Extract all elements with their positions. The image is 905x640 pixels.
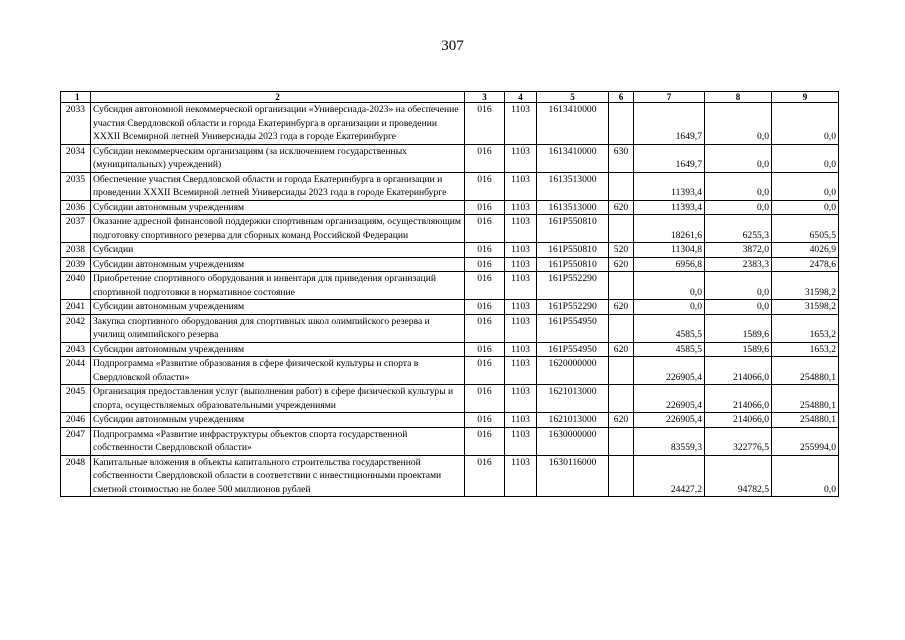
section-code: 1103 <box>505 427 537 455</box>
target-article-code: 1613513000 <box>537 200 609 215</box>
expense-type-code: 620 <box>609 300 634 315</box>
row-description: Обеспечение участия Свердловской области и города Екатеринбурга в организации и проведении XXXII Всемирной летней Универсиады 2023 года в городе Екатеринбурге <box>91 172 465 200</box>
table-row <box>61 385 839 413</box>
amount-col7: 1649,7 <box>634 103 705 145</box>
amount-col9: 0,0 <box>772 144 839 172</box>
amount-col9: 31598,2 <box>772 300 839 315</box>
amount-col9: 31598,2 <box>772 272 839 300</box>
amount-col8: 0,0 <box>705 172 772 200</box>
row-number: 2042 <box>61 314 91 342</box>
admin-code: 016 <box>465 385 505 413</box>
row-description: Субсидии автономным учреждениям <box>91 413 465 428</box>
section-code: 1103 <box>505 413 537 428</box>
table-row <box>61 215 839 243</box>
target-article-code: 1613410000 <box>537 144 609 172</box>
amount-col9: 4026,9 <box>772 243 839 258</box>
expense-type-code: 620 <box>609 413 634 428</box>
column-header: 3 <box>465 92 505 103</box>
row-number: 2048 <box>61 455 91 497</box>
row-description: Субсидии автономным учреждениям <box>91 200 465 215</box>
admin-code: 016 <box>465 342 505 357</box>
table-row <box>61 342 839 357</box>
section-code: 1103 <box>505 300 537 315</box>
amount-col7: 0,0 <box>634 300 705 315</box>
table-row <box>61 314 839 342</box>
amount-col9: 254880,1 <box>772 385 839 413</box>
amount-col9: 255994,0 <box>772 427 839 455</box>
admin-code: 016 <box>465 215 505 243</box>
table-row <box>61 427 839 455</box>
row-number: 2045 <box>61 385 91 413</box>
column-header: 4 <box>505 92 537 103</box>
target-article-code: 161P554950 <box>537 342 609 357</box>
expense-type-code: 620 <box>609 342 634 357</box>
amount-col7: 6956,8 <box>634 257 705 272</box>
row-description: Оказание адресной финансовой поддержки спортивным организациям, осуществляющим подготовку спортивного резерва для сборных команд Российской Федерации <box>91 215 465 243</box>
target-article-code: 161P552290 <box>537 272 609 300</box>
expense-type-code <box>609 385 634 413</box>
amount-col8: 0,0 <box>705 300 772 315</box>
admin-code: 016 <box>465 357 505 385</box>
row-number: 2047 <box>61 427 91 455</box>
target-article-code: 1621013000 <box>537 385 609 413</box>
target-article-code: 161P550810 <box>537 215 609 243</box>
amount-col7: 11304,8 <box>634 243 705 258</box>
row-description: Субсидии автономным учреждениям <box>91 257 465 272</box>
column-header: 9 <box>772 92 839 103</box>
row-number: 2044 <box>61 357 91 385</box>
amount-col9: 1653,2 <box>772 314 839 342</box>
amount-col9: 2478,6 <box>772 257 839 272</box>
expense-type-code <box>609 215 634 243</box>
row-number: 2046 <box>61 413 91 428</box>
amount-col8: 322776,5 <box>705 427 772 455</box>
amount-col7: 18261,6 <box>634 215 705 243</box>
amount-col8: 1589,6 <box>705 342 772 357</box>
amount-col8: 0,0 <box>705 144 772 172</box>
row-description: Приобретение спортивного оборудования и инвентаря для приведения организаций спортивной подготовки в нормативное состояние <box>91 272 465 300</box>
section-code: 1103 <box>505 455 537 497</box>
table-row <box>61 144 839 172</box>
expense-type-code <box>609 172 634 200</box>
amount-col9: 6505,5 <box>772 215 839 243</box>
row-description: Субсидии некоммерческим организациям (за исключением государственных (муниципальных) учреждений) <box>91 144 465 172</box>
amount-col9: 0,0 <box>772 200 839 215</box>
amount-col7: 0,0 <box>634 272 705 300</box>
section-code: 1103 <box>505 385 537 413</box>
amount-col7: 1649,7 <box>634 144 705 172</box>
target-article-code: 161P552290 <box>537 300 609 315</box>
target-article-code: 1613513000 <box>537 172 609 200</box>
amount-col7: 226905,4 <box>634 413 705 428</box>
table-row <box>61 413 839 428</box>
row-description: Организация предоставления услуг (выполнения работ) в сфере физической культуры и спорта, осуществляемых образовательными учреждениями <box>91 385 465 413</box>
section-code: 1103 <box>505 243 537 258</box>
admin-code: 016 <box>465 103 505 145</box>
target-article-code: 161P550810 <box>537 257 609 272</box>
row-number: 2039 <box>61 257 91 272</box>
admin-code: 016 <box>465 300 505 315</box>
target-article-code: 161P554950 <box>537 314 609 342</box>
amount-col8: 0,0 <box>705 272 772 300</box>
row-number: 2034 <box>61 144 91 172</box>
expense-type-code: 620 <box>609 257 634 272</box>
column-header: 8 <box>705 92 772 103</box>
section-code: 1103 <box>505 257 537 272</box>
column-header: 1 <box>61 92 91 103</box>
amount-col7: 24427,2 <box>634 455 705 497</box>
row-description: Подпрограмма «Развитие образования в сфере физической культуры и спорта в Свердловской области» <box>91 357 465 385</box>
amount-col7: 226905,4 <box>634 357 705 385</box>
table-row <box>61 243 839 258</box>
row-number: 2035 <box>61 172 91 200</box>
target-article-code: 1630000000 <box>537 427 609 455</box>
column-header: 7 <box>634 92 705 103</box>
expense-type-code <box>609 314 634 342</box>
amount-col8: 0,0 <box>705 103 772 145</box>
amount-col7: 226905,4 <box>634 385 705 413</box>
row-number: 2043 <box>61 342 91 357</box>
target-article-code: 161P550810 <box>537 243 609 258</box>
expense-type-code <box>609 103 634 145</box>
row-description: Субсидии автономным учреждениям <box>91 342 465 357</box>
row-description: Закупка спортивного оборудования для спортивных школ олимпийского резерва и училищ олимпийского резерва <box>91 314 465 342</box>
admin-code: 016 <box>465 272 505 300</box>
amount-col7: 4585,5 <box>634 314 705 342</box>
amount-col8: 214066,0 <box>705 357 772 385</box>
admin-code: 016 <box>465 257 505 272</box>
amount-col7: 83559,3 <box>634 427 705 455</box>
column-header: 2 <box>91 92 465 103</box>
table-row <box>61 455 839 497</box>
row-number: 2041 <box>61 300 91 315</box>
amount-col8: 94782,5 <box>705 455 772 497</box>
section-code: 1103 <box>505 103 537 145</box>
expense-type-code: 520 <box>609 243 634 258</box>
amount-col8: 214066,0 <box>705 385 772 413</box>
expense-type-code <box>609 357 634 385</box>
expense-type-code: 630 <box>609 144 634 172</box>
row-number: 2033 <box>61 103 91 145</box>
row-number: 2037 <box>61 215 91 243</box>
amount-col8: 2383,3 <box>705 257 772 272</box>
target-article-code: 1613410000 <box>537 103 609 145</box>
table-row <box>61 300 839 315</box>
table-row <box>61 257 839 272</box>
amount-col9: 1653,2 <box>772 342 839 357</box>
admin-code: 016 <box>465 172 505 200</box>
section-code: 1103 <box>505 200 537 215</box>
table-row <box>61 172 839 200</box>
amount-col8: 1589,6 <box>705 314 772 342</box>
amount-col7: 11393,4 <box>634 172 705 200</box>
amount-col9: 0,0 <box>772 455 839 497</box>
row-number: 2038 <box>61 243 91 258</box>
budget-table <box>60 91 839 497</box>
row-number: 2040 <box>61 272 91 300</box>
row-description: Субсидии автономным учреждениям <box>91 300 465 315</box>
column-header: 5 <box>537 92 609 103</box>
target-article-code: 1621013000 <box>537 413 609 428</box>
amount-col9: 0,0 <box>772 172 839 200</box>
admin-code: 016 <box>465 427 505 455</box>
amount-col8: 0,0 <box>705 200 772 215</box>
amount-col7: 11393,4 <box>634 200 705 215</box>
table-row <box>61 200 839 215</box>
admin-code: 016 <box>465 200 505 215</box>
section-code: 1103 <box>505 357 537 385</box>
target-article-code: 1620000000 <box>537 357 609 385</box>
section-code: 1103 <box>505 144 537 172</box>
table-row <box>61 272 839 300</box>
row-description: Подпрограмма «Развитие инфраструктуры объектов спорта государственной собственности Свердловской области» <box>91 427 465 455</box>
amount-col9: 254880,1 <box>772 357 839 385</box>
row-description: Капитальные вложения в объекты капитального строительства государственной собственности Свердловской области в соответствии с инвестиционными проектами сметной стоимостью не более 500 миллионов рублей <box>91 455 465 497</box>
amount-col8: 3872,0 <box>705 243 772 258</box>
section-code: 1103 <box>505 272 537 300</box>
table-header-row <box>61 92 839 103</box>
amount-col9: 0,0 <box>772 103 839 145</box>
column-header: 6 <box>609 92 634 103</box>
section-code: 1103 <box>505 215 537 243</box>
row-description: Субсидии <box>91 243 465 258</box>
admin-code: 016 <box>465 413 505 428</box>
target-article-code: 1630116000 <box>537 455 609 497</box>
section-code: 1103 <box>505 342 537 357</box>
table-row <box>61 103 839 145</box>
table-row <box>61 357 839 385</box>
expense-type-code <box>609 272 634 300</box>
amount-col9: 254880,1 <box>772 413 839 428</box>
amount-col8: 214066,0 <box>705 413 772 428</box>
expense-type-code <box>609 427 634 455</box>
section-code: 1103 <box>505 172 537 200</box>
section-code: 1103 <box>505 314 537 342</box>
admin-code: 016 <box>465 314 505 342</box>
amount-col7: 4585,5 <box>634 342 705 357</box>
row-description: Субсидия автономной некоммерческой организации «Универсиада-2023» на обеспечение участия Свердловской области и города Екатеринбурга в организации и проведении XXXII Всемирной летней Универсиады 2023 года в городе Екатеринбурге <box>91 103 465 145</box>
amount-col8: 6255,3 <box>705 215 772 243</box>
expense-type-code: 620 <box>609 200 634 215</box>
page-number: 307 <box>441 38 464 54</box>
admin-code: 016 <box>465 243 505 258</box>
admin-code: 016 <box>465 144 505 172</box>
row-number: 2036 <box>61 200 91 215</box>
expense-type-code <box>609 455 634 497</box>
admin-code: 016 <box>465 455 505 497</box>
